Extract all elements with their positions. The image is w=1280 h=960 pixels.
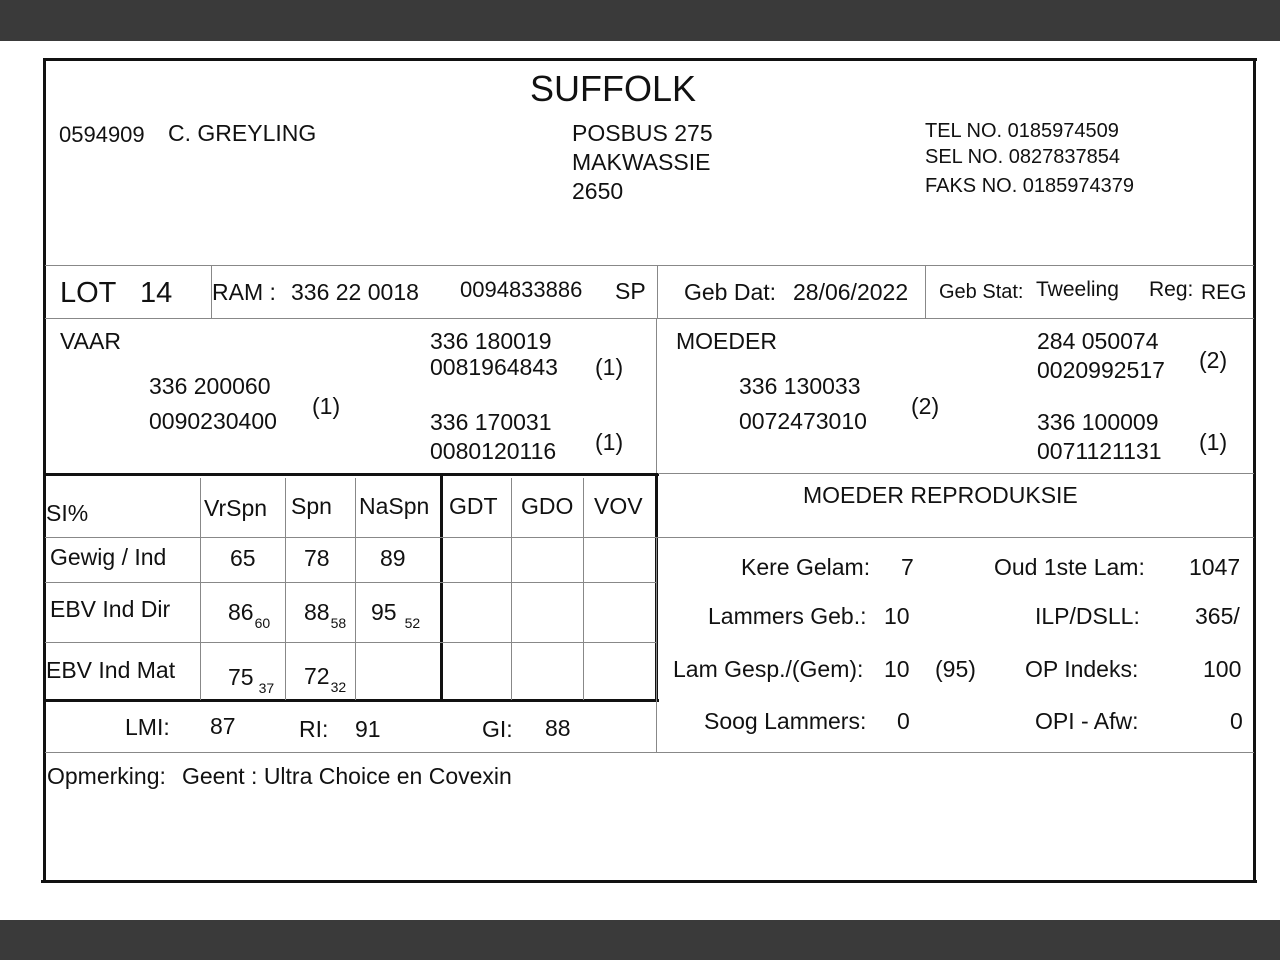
si-col-line-1 [200, 478, 201, 700]
divider-birth-stat [925, 265, 926, 318]
lamgesp-gem: (95) [935, 656, 976, 682]
oud-value: 1047 [1189, 554, 1241, 580]
divider-ram-birth [657, 265, 658, 318]
lot-label: LOT [60, 277, 117, 309]
tel-number: TEL NO. 0185974509 [925, 120, 1119, 142]
si-cell [371, 599, 421, 631]
vaar-id: 336 200060 [149, 373, 271, 399]
si-cell-accuracy: 52 [404, 615, 421, 631]
lmi-label: LMI: [125, 714, 170, 740]
moeder-mark: (2) [911, 393, 940, 419]
owner-code: 0594909 [59, 122, 145, 147]
remark-label: Opmerking: [47, 763, 166, 789]
vaar-dam-number: 0080120116 [430, 438, 557, 464]
si-cell-value: 95 [371, 599, 397, 625]
op-value: 100 [1203, 656, 1242, 682]
si-cell-accuracy: 37 [258, 680, 275, 696]
si-row-line-2 [45, 642, 657, 643]
ram-label: RAM : [212, 279, 276, 305]
moeder-dam-number: 0071121131 [1037, 438, 1162, 464]
si-cell [228, 664, 275, 696]
si-col-spn: Spn [291, 493, 332, 519]
si-header-line [45, 537, 1254, 538]
vaar-sire-id: 336 180019 [430, 328, 552, 354]
owner-name: C. GREYLING [168, 120, 317, 146]
divider-lot-top [45, 265, 1254, 266]
vaar-number: 0090230400 [149, 408, 277, 434]
si-table-bottom [44, 699, 659, 702]
si-col-gdo: GDO [521, 493, 574, 519]
address-line3: 2650 [572, 178, 624, 204]
si-cell [304, 663, 347, 695]
divider-lot-bottom [45, 318, 1254, 319]
ram-number: 0094833886 [460, 277, 583, 302]
gi-value: 88 [545, 715, 571, 741]
si-col-line-2 [285, 478, 286, 700]
si-cell: 78 [304, 545, 330, 571]
lmi-value: 87 [210, 713, 236, 739]
vaar-dam-mark: (1) [595, 429, 624, 455]
address-line2: MAKWASSIE [572, 149, 711, 175]
si-corner-label: SI% [46, 500, 89, 526]
si-table-top [44, 473, 659, 476]
si-row-label: Gewig / Ind [50, 544, 167, 570]
ilp-value: 365/ [1195, 603, 1240, 629]
lamgesp-label: Lam Gesp./(Gem): [673, 656, 864, 682]
si-col-naspn: NaSpn [359, 493, 430, 519]
ram-id: 336 22 0018 [291, 279, 419, 305]
frame-right [1253, 58, 1256, 883]
si-row-label: EBV Ind Mat [46, 657, 176, 683]
vaar-dam-id: 336 170031 [430, 409, 552, 435]
birth-stat-value: Tweeling [1036, 278, 1119, 301]
si-cell-accuracy: 60 [254, 615, 271, 631]
address-line1: POSBUS 275 [572, 120, 713, 146]
reg-value: REG [1201, 281, 1247, 304]
divider-pedigree [656, 319, 657, 473]
ram-code: SP [615, 278, 646, 304]
oud-label: Oud 1ste Lam: [994, 554, 1145, 580]
vaar-sire-mark: (1) [595, 354, 624, 380]
reg-label: Reg: [1149, 278, 1194, 301]
breed-title: SUFFOLK [530, 68, 697, 109]
op-label: OP Indeks: [1025, 656, 1139, 682]
moeder-label: MOEDER [676, 328, 777, 354]
si-col-line-5 [583, 478, 584, 700]
frame-top [43, 58, 1257, 61]
si-col-vov: VOV [594, 493, 643, 519]
kere-value: 7 [901, 554, 914, 580]
soog-label: Soog Lammers: [704, 708, 867, 734]
moeder-sire-id: 284 050074 [1037, 328, 1159, 354]
gi-label: GI: [482, 716, 513, 742]
faks-number: FAKS NO. 0185974379 [925, 175, 1135, 197]
si-cell: 89 [380, 545, 406, 571]
moeder-id: 336 130033 [739, 373, 861, 399]
remark-text: Geent : Ultra Choice en Covexin [182, 763, 512, 789]
sel-number: SEL NO. 0827837854 [925, 146, 1120, 168]
ri-value: 91 [355, 716, 381, 742]
frame-bottom [41, 880, 1257, 883]
top-bar [0, 0, 1280, 41]
si-cell-value: 88 [304, 599, 330, 625]
si-table-mid [440, 473, 443, 702]
opi-value: 0 [1230, 708, 1243, 734]
si-cell-accuracy: 32 [330, 679, 347, 695]
lammers-label: Lammers Geb.: [708, 603, 867, 629]
si-cell: 65 [230, 545, 256, 571]
frame-left [43, 58, 46, 883]
si-cell-value: 75 [228, 664, 254, 690]
lot-card [0, 41, 1280, 920]
si-cell [228, 599, 271, 631]
kere-label: Kere Gelam: [741, 554, 871, 580]
ilp-label: ILP/DSLL: [1035, 603, 1140, 629]
si-col-vrspn: VrSpn [204, 495, 268, 521]
lamgesp-value: 10 [884, 656, 910, 682]
vaar-sire-number: 0081964843 [430, 354, 558, 380]
si-row-label: EBV Ind Dir [50, 596, 171, 622]
moeder-dam-id: 336 100009 [1037, 409, 1159, 435]
si-col-line-4 [511, 478, 512, 700]
moeder-sire-mark: (2) [1199, 347, 1228, 373]
divider-repro-left [656, 538, 657, 752]
si-cell-value: 86 [228, 599, 254, 625]
vaar-label: VAAR [60, 328, 121, 354]
divider-repro-top [658, 473, 1254, 474]
ri-label: RI: [299, 716, 329, 742]
si-col-line-3 [355, 478, 356, 700]
opi-label: OPI - Afw: [1035, 708, 1139, 734]
moeder-number: 0072473010 [739, 408, 867, 434]
bottom-bar [0, 920, 1280, 960]
lot-number: 14 [140, 277, 173, 309]
birth-stat-label: Geb Stat: [939, 281, 1024, 303]
repro-title: MOEDER REPRODUKSIE [803, 482, 1078, 508]
lammers-value: 10 [884, 603, 910, 629]
si-cell-value: 72 [304, 663, 330, 689]
moeder-sire-number: 0020992517 [1037, 357, 1165, 383]
birth-date: 28/06/2022 [793, 279, 909, 305]
vaar-mark: (1) [312, 393, 341, 419]
soog-value: 0 [897, 708, 910, 734]
moeder-dam-mark: (1) [1199, 429, 1228, 455]
si-row-line-1 [45, 582, 657, 583]
si-cell [304, 599, 347, 631]
si-col-gdt: GDT [449, 493, 498, 519]
birth-date-label: Geb Dat: [684, 279, 777, 305]
si-cell-accuracy: 58 [330, 615, 347, 631]
divider-indices-bottom [45, 752, 1254, 753]
